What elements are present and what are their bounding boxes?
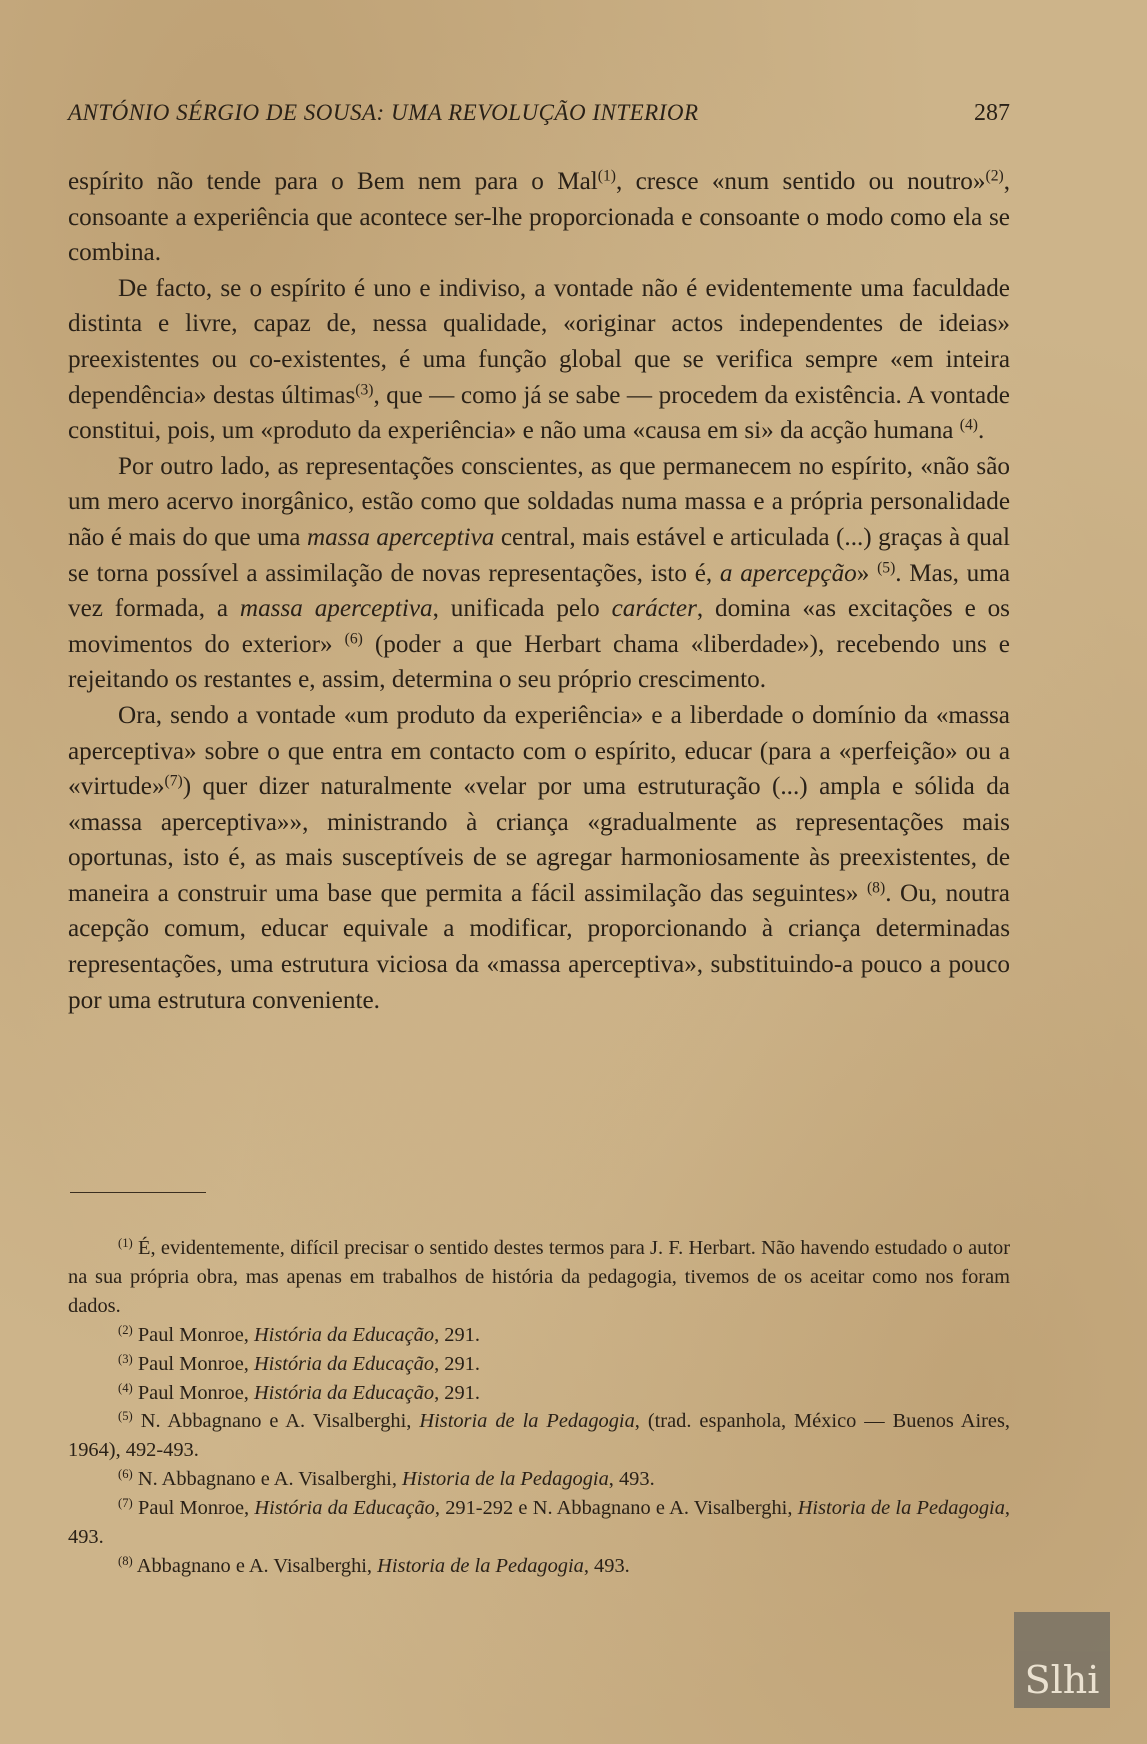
text-run: » (856, 559, 878, 587)
text-run: . Mas, uma vez formada, a (68, 559, 1010, 623)
footnote-mark: (6) (118, 1467, 133, 1482)
footnote (68, 1350, 1010, 1379)
footnote (68, 1494, 1010, 1552)
footnote (68, 1379, 1010, 1408)
text-run: , 291. (434, 1381, 480, 1404)
footnote-ref: (8) (866, 879, 886, 897)
footnote-ref: (7) (164, 772, 183, 790)
text-run: De facto, se o espírito é uno e indiviso, a vontade não é evidentemente uma faculdade distinta e livre, capaz de, nessa qualidade, «originar actos independentes de ideias» preexistentes ou co-existentes, é uma função global que se verifica sempre «em inteira dependência» destas últimas (68, 274, 1010, 409)
footnote-ref: (1) (597, 167, 616, 185)
text-run: Ora, sendo a vontade «um produto da experiência» e a liberdade o domínio da «massa aperceptiva» sobre o que entra em contacto com o espírito, educar (para a «perfeição» ou a «virtude» (68, 701, 1010, 801)
italic-text: massa aperceptiva (239, 595, 433, 623)
footnote-ref: (6) (344, 630, 363, 648)
text-run: , 291. (434, 1352, 480, 1375)
text-run: , unificada pelo (432, 595, 612, 623)
italic-text: a apercepção (719, 559, 857, 587)
text-run: ) quer dizer naturalmente «velar por uma estruturação (...) ampla e sólida da «massa aperceptiva»», ministrando à criança «gradualmente as representações mais oportunas, isto é, as mais susceptíveis de se agregar harmoniosamente às preexistentes, de maneira a construir uma base que permita a fácil assimilação das seguintes» (68, 773, 1010, 907)
text-run: Paul Monroe, (137, 1352, 254, 1375)
logo-text: Slhi (1024, 1658, 1100, 1702)
footnote-separator (70, 1192, 206, 1193)
page-number: 287 (974, 100, 1010, 126)
footnote-ref: (4) (959, 416, 978, 434)
running-header (68, 100, 1010, 127)
footnote-ref: (5) (877, 558, 896, 576)
text-run: , 493. (68, 1497, 1011, 1549)
text-run: espírito não tende para o Bem nem para o Mal (68, 168, 598, 195)
text-run: , domina «as excitações e os movimentos do exterior» (68, 595, 1010, 658)
italic-text: Historia de la Pedagogia (797, 1497, 1005, 1520)
text-run: . (977, 417, 985, 445)
footnote-mark: (8) (118, 1554, 133, 1569)
text-run: Paul Monroe, (137, 1381, 254, 1404)
italic-text: História da Educação (253, 1323, 435, 1346)
italic-text: Historia de la Pedagogia (377, 1554, 584, 1577)
footnote-ref: (3) (355, 380, 374, 398)
text-run: N. Abbagnano e A. Visalberghi, (140, 1410, 420, 1433)
footnote (68, 1321, 1010, 1350)
text-run: , 291-292 e N. Abbagnano e A. Visalberghi, (434, 1497, 798, 1520)
text-run: , 291. (434, 1323, 480, 1346)
text-run: , consoante a experiência que acontece ser-lhe proporcionada e consoante o modo como ela se combina. (68, 168, 1010, 267)
text-run: Paul Monroe, (137, 1323, 254, 1346)
footnote (68, 1234, 1010, 1321)
text-run: Por outro lado, as representações conscientes, as que permanecem no espírito, «não são um mero acervo inorgânico, estão como que soldadas numa massa e a própria personalidade não é mais do que uma (68, 452, 1010, 551)
footnote-mark: (2) (118, 1322, 133, 1337)
text-run: Paul Monroe, (138, 1497, 255, 1520)
text-run: , (trad. espanhola, México — Buenos Aires, 1964), 492-493. (68, 1410, 1010, 1462)
main-text (68, 164, 1010, 1018)
text-run: N. Abbagnano e A. Visalberghi, (137, 1468, 403, 1491)
text-run: , 493. (608, 1468, 655, 1491)
paragraph (68, 164, 1010, 271)
footnote-mark: (1) (118, 1236, 133, 1251)
footnote-mark: (4) (118, 1380, 133, 1395)
footnotes (68, 1234, 1010, 1581)
footnote-mark: (3) (118, 1351, 133, 1366)
footnote (68, 1465, 1010, 1494)
italic-text: História da Educação (254, 1497, 435, 1520)
italic-text: História da Educação (253, 1352, 435, 1375)
italic-text: massa aperceptiva (306, 523, 495, 551)
italic-text: carácter (611, 595, 697, 623)
italic-text: História da Educação (253, 1381, 435, 1404)
paragraph (68, 698, 1010, 1018)
text-run: (poder a que Herbart chama «liberdade»), recebendo uns e rejeitando os restantes e, assim, determina o seu próprio crescimento. (68, 630, 1010, 694)
footnote-mark: (7) (118, 1496, 133, 1511)
footnote (68, 1552, 1010, 1581)
running-title: ANTÓNIO SÉRGIO DE SOUSA: UMA REVOLUÇÃO INTERIOR (68, 100, 699, 125)
text-run: , 493. (583, 1554, 630, 1577)
footnote-mark: (5) (118, 1409, 133, 1424)
italic-text: Historia de la Pedagogia (419, 1410, 635, 1433)
text-run: Abbagnano e A. Visalberghi, (136, 1554, 378, 1577)
paragraph (68, 449, 1010, 698)
text-run: , cresce «num sentido ou noutro» (615, 168, 986, 195)
text-run: , que — como já se sabe — procedem da existência. A vontade constitui, pois, um «produto da experiência» e não uma «causa em si» da acção humana (68, 381, 1010, 445)
footnote (68, 1407, 1010, 1465)
publisher-logo (1014, 1612, 1110, 1708)
text-run: É, evidentemente, difícil precisar o sentido destes termos para J. F. Herbart. Não havendo estudado o autor na sua própria obra, mas apenas em trabalhos de história da pedagogia, tivemos de os aceitar como nos foram dados. (68, 1237, 1010, 1317)
text-run: . Ou, noutra acepção comum, educar equivale a modificar, proporcionando à criança determinadas representações, uma estrutura viciosa da «massa aperceptiva», substituindo-a pouco a pouco por uma estrutura conveniente. (68, 879, 1010, 1014)
paragraph (68, 271, 1010, 449)
text-run: central, mais estável e articulada (...) graças à qual se torna possível a assimilação de novas representações, isto é, (68, 523, 1011, 587)
footnote-ref: (2) (985, 167, 1004, 185)
italic-text: Historia de la Pedagogia (402, 1468, 609, 1491)
